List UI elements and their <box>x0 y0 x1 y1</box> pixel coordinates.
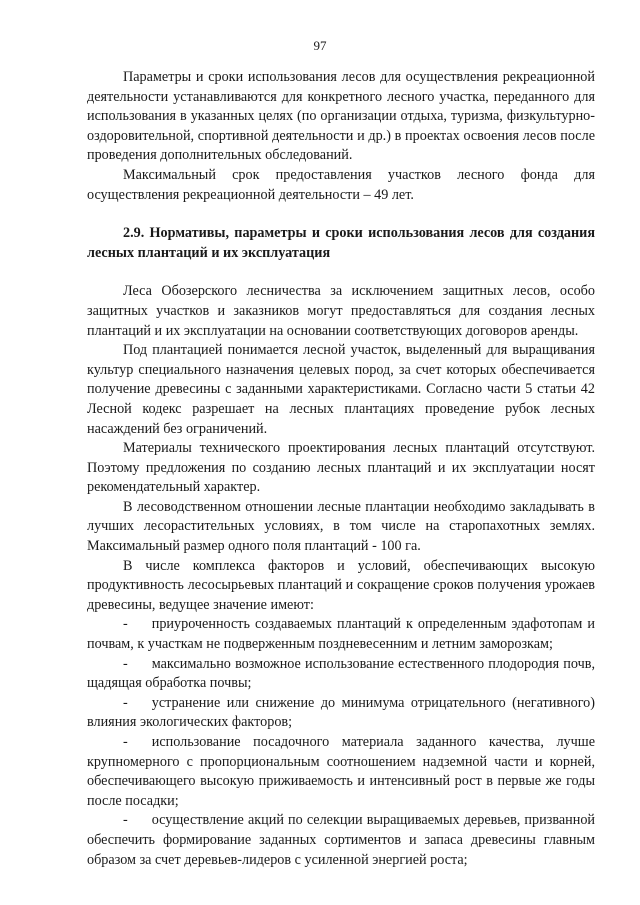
paragraph: Максимальный срок предоставления участков лесного фонда для осуществления рекреационной деятельности – 49 лет. <box>87 166 595 203</box>
list-item-text: устранение или снижение до минимума отрицательного (негативного) влияния экологических факторов; <box>87 694 595 731</box>
list-marker: - <box>123 734 128 750</box>
list-item <box>87 811 595 870</box>
list-item <box>87 733 595 811</box>
paragraph: Параметры и сроки использования лесов для осуществления рекреационной деятельности устанавливаются для конкретного лесного участка, переданного для использования в указанных целях (по организации отдыха, туризма, физкультурно-оздоровительной, спортивной деятельности и др.) в проектах освоения лесов после проведения дополнительных обследований. <box>87 69 595 164</box>
section-heading: 2.9. Нормативы, параметры и сроки использования лесов для создания лесных плантаций и их эксплуатация <box>87 225 595 261</box>
paragraph: В лесоводственном отношении лесные плантации необходимо закладывать в лучших лесорастительных условиях, в том числе на старопахотных землях. Максимальный размер одного поля плантаций - 100 га. <box>87 498 595 555</box>
list-item <box>87 655 595 694</box>
paragraph: В числе комплекса факторов и условий, обеспечивающих высокую продуктивность лесосырьевых плантаций и сокращение сроков получения урожаев древесины, ведущее значение имеют: <box>87 557 595 613</box>
list-item-text: осуществление акций по селекции выращиваемых деревьев, призванной обеспечить формирование заданных сортиментов и запаса древесины главным образом за счет деревьев-лидеров с усиленной энергией роста; <box>87 812 595 868</box>
paragraph: Материалы технического проектирования лесных плантаций отсутствуют. Поэтому предложения по созданию лесных плантаций и их эксплуатации носят рекомендательный характер. <box>87 440 595 496</box>
list-marker: - <box>123 694 128 711</box>
paragraph: Леса Обозерского лесничества за исключением защитных лесов, особо защитных участков и заказников могут предоставляться для создания лесных плантаций и их эксплуатации на основании соответствующих договоров аренды. <box>87 283 595 339</box>
page-number: 97 <box>313 38 327 53</box>
paragraph: Под плантацией понимается лесной участок, выделенный для выращивания культур специального назначения целевых пород, за счет которых обеспечивается получение древесины с заданными характеристиками. Согласно части 5 статьи 42 Лесной кодекс разрешает на лесных плантациях проведение рубок лесных насаждений без ограничений. <box>87 342 595 437</box>
list-item-text: использование посадочного материала заданного качества, лучше крупномерного с пропорциональным соотношением надземной части и корней, обеспечивающего высокую приживаемость и интенсивный рост в первые же годы после посадки; <box>87 734 595 809</box>
document-body <box>87 68 595 870</box>
list-marker: - <box>123 812 128 829</box>
list-marker: - <box>123 655 128 672</box>
list-item-text: приуроченность создаваемых плантаций к определенным эдафотопам и почвам, к участкам не подверженным поздневесенним и летним заморозкам; <box>87 616 595 653</box>
list-marker: - <box>123 616 128 633</box>
list-item-text: максимально возможное использование естественного плодородия почв, щадящая обработка почвы; <box>87 655 595 692</box>
list-item <box>87 694 595 733</box>
list-item <box>87 615 595 654</box>
